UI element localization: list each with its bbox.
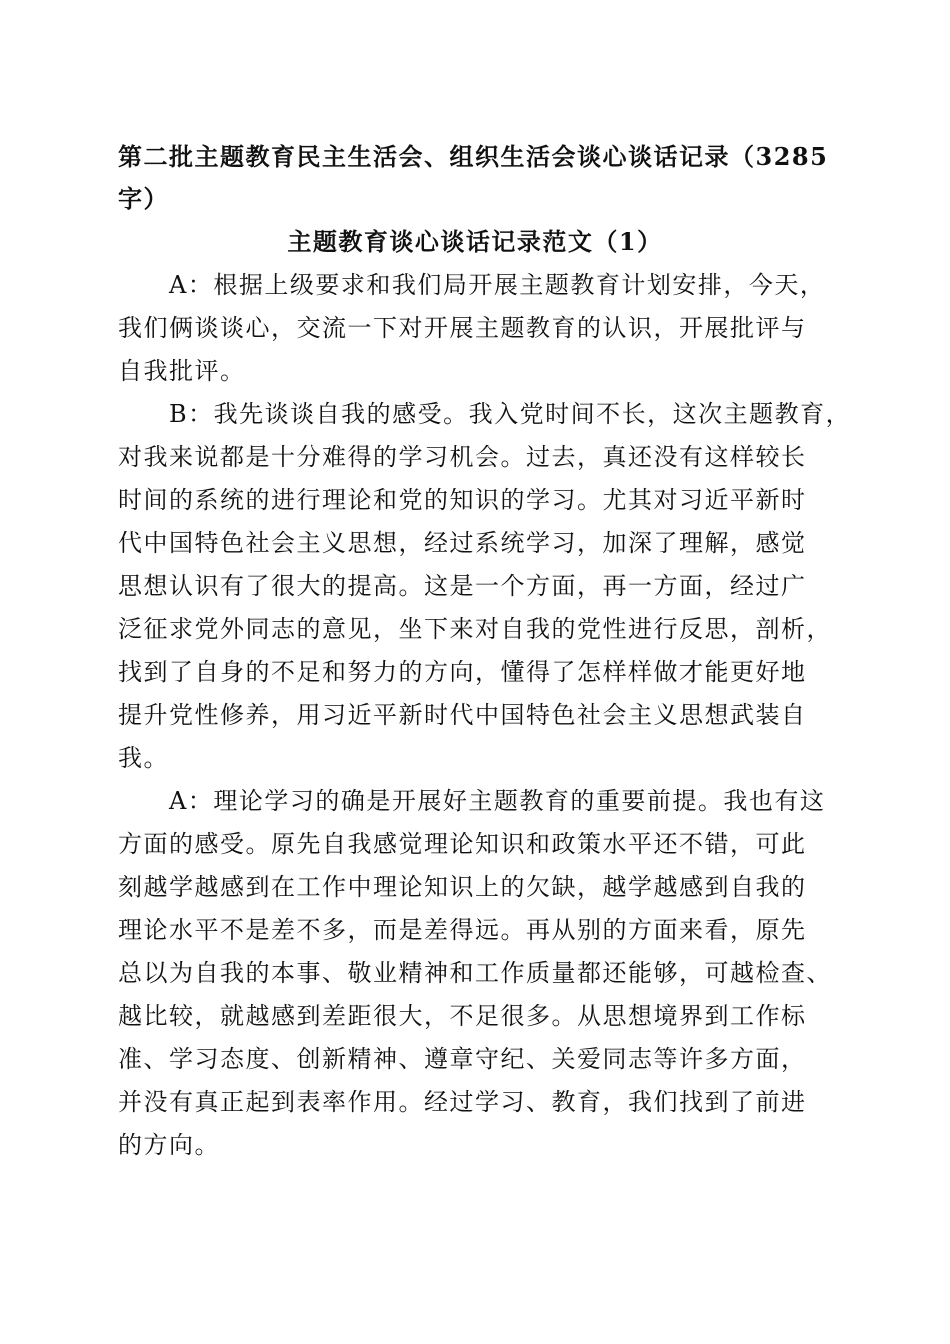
paragraph-line: 提升党性修养，用习近平新时代中国特色社会主义思想武装自: [118, 701, 807, 729]
paragraph-line: 并没有真正起到表率作用。经过学习、教育，我们找到了前进: [118, 1088, 807, 1116]
paragraph-line: 时间的系统的进行理论和党的知识的学习。尤其对习近平新时: [118, 486, 807, 514]
paragraph-line: 思想认识有了很大的提高。这是一个方面，再一方面，经过广: [118, 572, 807, 600]
paragraph-line: 理论水平不是差不多，而是差得远。再从别的方面来看，原先: [118, 916, 807, 944]
paragraph-line: A：理论学习的确是开展好主题教育的重要前提。我也有这: [118, 787, 826, 815]
paragraph-line: 的方向。: [118, 1131, 220, 1159]
paragraph-line: 对我来说都是十分难得的学习机会。过去，真还没有这样较长: [118, 443, 807, 471]
paragraph-line: 总以为自我的本事、敬业精神和工作质量都还能够，可越检查、: [118, 959, 832, 987]
paragraph-line: 准、学习态度、创新精神、遵章守纪、关爱同志等许多方面，: [118, 1045, 807, 1073]
paragraph-line: A：根据上级要求和我们局开展主题教育计划安排，今天，: [118, 271, 826, 299]
paragraph-line: B：我先谈谈自我的感受。我入党时间不长，这次主题教育，: [118, 400, 852, 428]
paragraph-line: 我们俩谈谈心，交流一下对开展主题教育的认识，开展批评与: [118, 314, 807, 342]
paragraph-line: 泛征求党外同志的意见，坐下来对自我的党性进行反思，剖析，: [118, 615, 832, 643]
paragraph-line: 我。: [118, 744, 169, 772]
section-subtitle: 主题教育谈心谈话记录范文（1）: [287, 227, 663, 256]
paragraph-line: 找到了自身的不足和努力的方向，懂得了怎样样做才能更好地: [118, 658, 807, 686]
paragraph-line: 方面的感受。原先自我感觉理论知识和政策水平还不错，可此: [118, 830, 807, 858]
paragraph-line: 刻越学越感到在工作中理论知识上的欠缺，越学越感到自我的: [118, 873, 807, 901]
paragraph-line: 代中国特色社会主义思想，经过系统学习，加深了理解，感觉: [118, 529, 807, 557]
paragraph-line: 越比较，就越感到差距很大，不足很多。从思想境界到工作标: [118, 1002, 807, 1030]
document-title-line: 第二批主题教育民主生活会、组织生活会谈心谈话记录（3285: [118, 142, 829, 171]
paragraph-line: 自我批评。: [118, 357, 246, 385]
document-title-line: 字）: [118, 184, 169, 213]
